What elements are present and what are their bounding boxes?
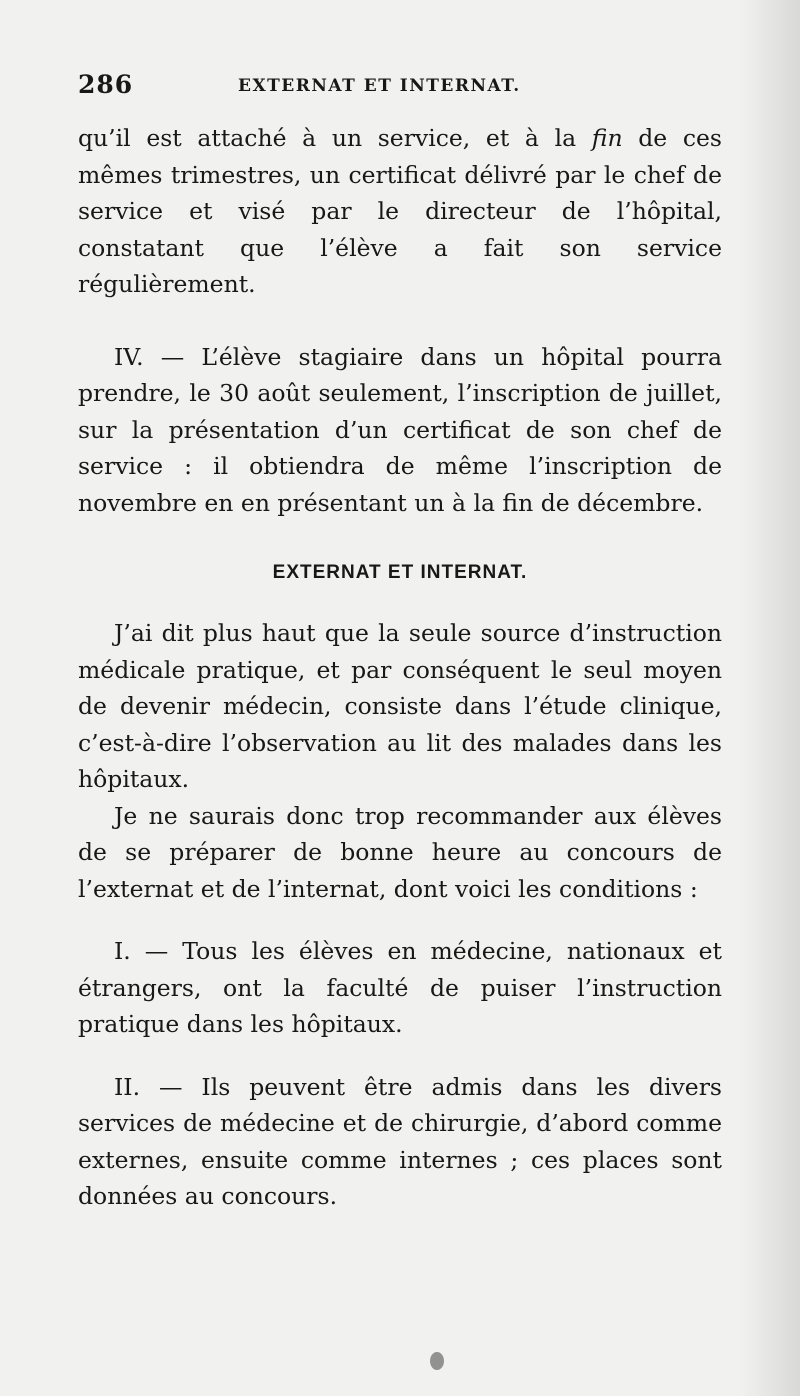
paragraph-text: qu’il est attaché à un service, et à la <box>78 124 592 152</box>
spacer <box>78 303 722 339</box>
paragraph-article-iv: IV. — L’élève stagiaire dans un hôpital pourra prendre, le 30 août seulement, l’inscription de juillet, sur la présentation d’un certificat de son chef de service : il obtiendra de même l’inscription de novembre en en présentant un à la fin de décembre. <box>78 342 722 517</box>
page-header <box>78 70 722 106</box>
section-title: EXTERNAT ET INTERNAT. <box>272 562 528 583</box>
page-edge-shadow <box>740 0 800 1396</box>
page-body <box>78 120 722 1215</box>
paragraph-certificate-continuation <box>78 120 722 303</box>
italic-fin-word: fin <box>591 124 623 152</box>
page-number: 286 <box>78 70 134 99</box>
paragraph-recommendation: Je ne saurais donc trop recommander aux élèves de se préparer de bonne heure au concours de l’externat et de l’internat, dont voici les conditions : <box>78 801 722 903</box>
spacer <box>78 521 722 557</box>
spacer <box>78 907 722 933</box>
paragraph-text: de ces mêmes trimestres, un certificat délivré par le chef de service et visé par le directeur de l’hôpital, constatant que l’élève a fait son service régulièrement. <box>78 124 722 298</box>
ink-blot <box>430 1352 444 1370</box>
paragraph-article-ii: II. — Ils peuvent être admis dans les divers services de médecine et de chirurgie, d’abord comme externes, ensuite comme internes ; ces places sont données au concours. <box>78 1072 722 1210</box>
spacer <box>78 1043 722 1069</box>
paragraph-article-i: I. — Tous les élèves en médecine, nationaux et étrangers, ont la faculté de puiser l’instruction pratique dans les hôpitaux. <box>78 937 722 1038</box>
paragraph-clinical-study: J’ai dit plus haut que la seule source d’instruction médicale pratique, et par conséquent le seul moyen de devenir médecin, consiste dans l’étude clinique, c’est-à-dire l’observation au lit des malades dans les hôpitaux. <box>78 619 722 793</box>
running-title: EXTERNAT ET INTERNAT. <box>238 76 521 96</box>
spacer <box>78 589 722 615</box>
